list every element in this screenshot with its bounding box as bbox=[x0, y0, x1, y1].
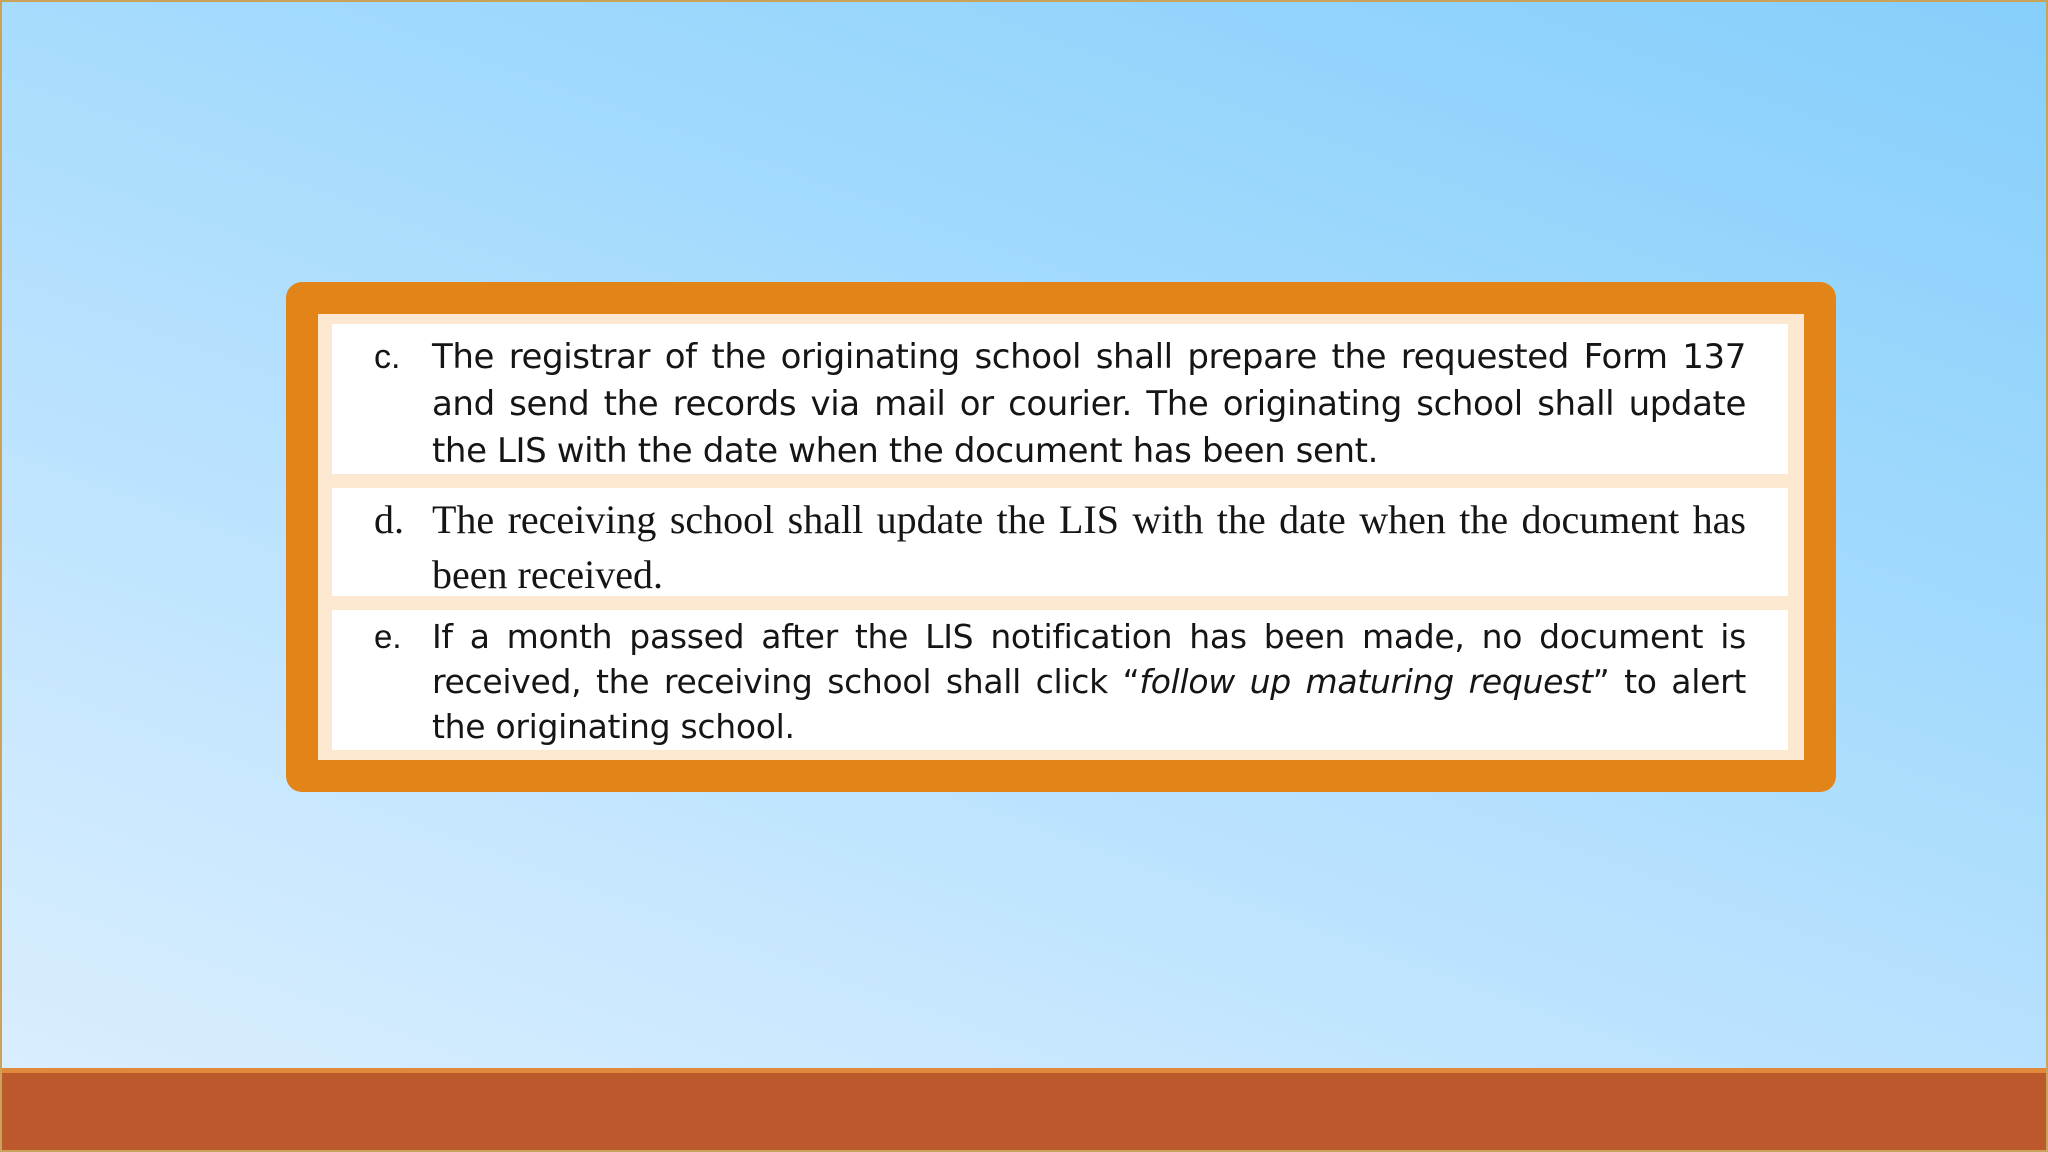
list-marker: d. bbox=[374, 497, 404, 542]
content-panel bbox=[318, 314, 1804, 760]
footer-bar bbox=[2, 1068, 2048, 1152]
list-item-e bbox=[332, 610, 1788, 750]
list-marker: c. bbox=[374, 338, 401, 376]
list-item-text-after: ” to alert the originating school. bbox=[432, 662, 1747, 746]
list-marker: e. bbox=[374, 618, 402, 655]
list-item-text bbox=[432, 614, 1746, 749]
list-item-c bbox=[332, 324, 1788, 474]
content-frame bbox=[286, 282, 1836, 792]
list-item-text: The receiving school shall update the LIS with the date when the document has been received. bbox=[432, 497, 1746, 597]
list-item-d bbox=[332, 488, 1788, 596]
list-item-text: The registrar of the originating school shall prepare the requested Form 137 and send the records via mail or courier. The originating school shall update the LIS with the date when the document has been sent. bbox=[432, 337, 1746, 471]
link-term-follow-up: follow up maturing request bbox=[1139, 662, 1593, 701]
list-item-text-before: If a month passed after the LIS notification has been made, no document is received, the receiving school shall click “ bbox=[432, 617, 1746, 701]
